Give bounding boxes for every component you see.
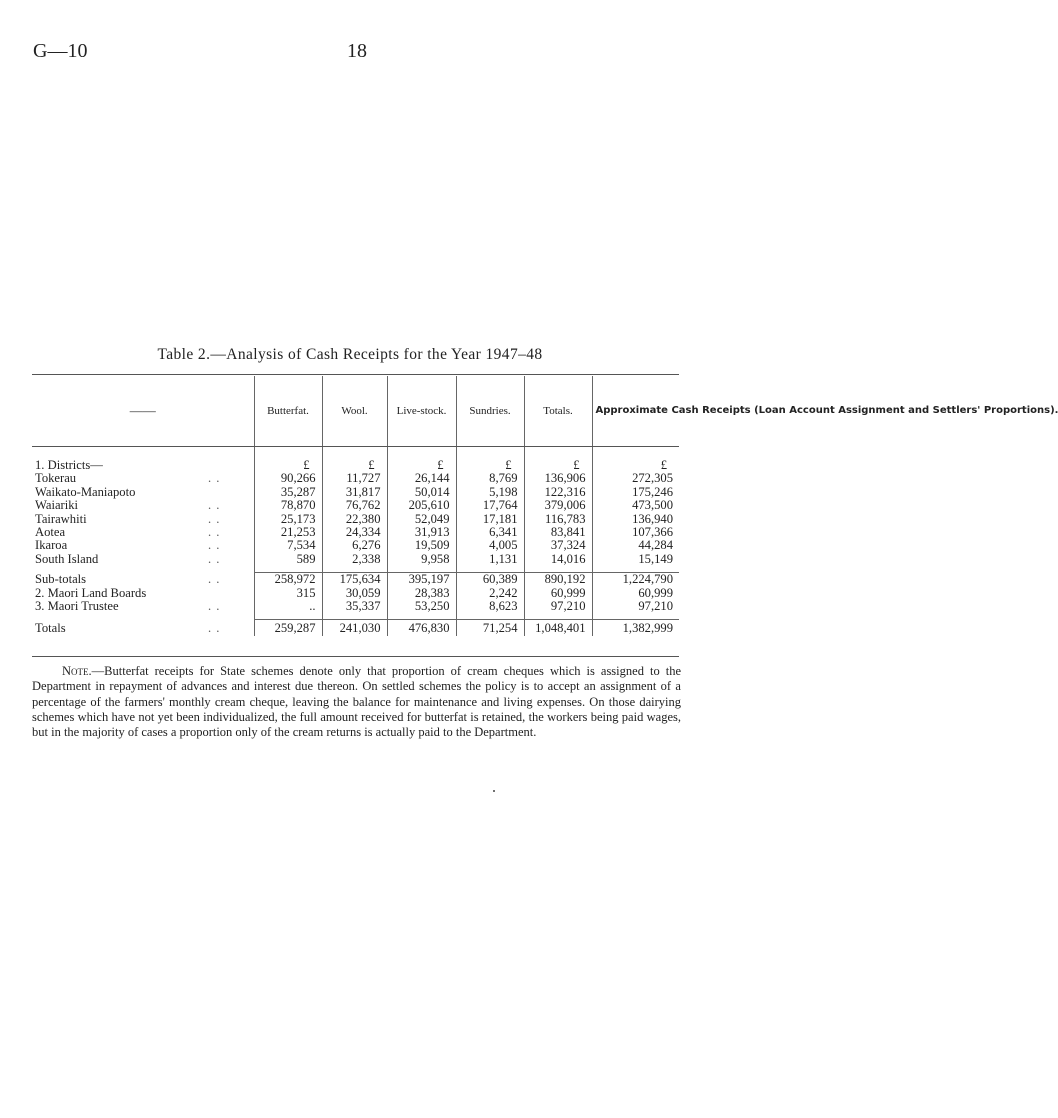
total-butterfat: 259,287 [254,620,322,637]
leader-dots: . . [208,498,221,513]
totals-row [32,620,679,637]
cell-wool: 22,380 [322,513,387,526]
currency-symbol: £ [254,459,322,472]
cell-sundries: 5,198 [456,486,524,499]
subtotal-sundries: 60,389 [456,573,524,587]
subtotals-label: Sub-totals [35,572,87,586]
totals-header: Totals. [524,376,592,447]
table-row [32,486,679,499]
table-row [32,553,679,566]
cell-wool: 6,276 [322,539,387,552]
cell-butterfat: 78,870 [254,499,322,512]
row-label: South Island [35,551,99,566]
cell-totals: 14,016 [524,553,592,566]
cell-wool: 24,334 [322,526,387,539]
header-row [32,376,679,447]
leader-dots: . . [208,620,221,635]
cell-butterfat: 25,173 [254,513,322,526]
total-sundries: 71,254 [456,620,524,637]
cell-livestock: 26,144 [387,472,456,485]
cell-totals: 122,316 [524,486,592,499]
cash-receipts-table [32,376,1058,636]
district-rows [32,472,679,566]
cell-sundries: 1,131 [456,553,524,566]
cell-sundries: 8,623 [456,600,524,613]
currency-symbol: £ [322,459,387,472]
districts-heading: 1. Districts— [35,458,103,472]
cell-sundries: 4,005 [456,539,524,552]
row-label: Tairawhiti [35,511,87,526]
currency-symbol: £ [592,459,679,472]
cell-livestock: 52,049 [387,513,456,526]
cell-totals: 37,324 [524,539,592,552]
cell-livestock: 205,610 [387,499,456,512]
row-label: Waikato-Maniapoto [35,484,136,499]
table-note [32,664,681,740]
cell-livestock: 28,383 [387,587,456,600]
row-label: Tokerau [35,471,77,486]
cell-sundries: 8,769 [456,472,524,485]
cell-butterfat: 315 [254,587,322,600]
leader-dots: . . [208,599,221,614]
cell-approx: 60,999 [592,587,679,600]
table-row [32,499,679,512]
subtotal-totals: 890,192 [524,573,592,587]
row-label: Waiariki [35,498,79,513]
currency-symbol: £ [524,459,592,472]
wool-header: Wool. [322,376,387,447]
cell-totals: 97,210 [524,600,592,613]
total-totals: 1,048,401 [524,620,592,637]
total-wool: 241,030 [322,620,387,637]
cell-totals: 136,906 [524,472,592,485]
leader-dots: . . [208,511,221,526]
cell-approx: 136,940 [592,513,679,526]
cell-livestock: 53,250 [387,600,456,613]
cell-totals: 116,783 [524,513,592,526]
table-row [32,600,679,613]
cell-sundries: 6,341 [456,526,524,539]
page-number: 18 [347,40,367,62]
table-title: Table 2.—Analysis of Cash Receipts for the Year 1947–48 [157,346,543,363]
cell-butterfat: 589 [254,553,322,566]
row-label: 3. Maori Trustee [35,599,119,614]
leader-dots: . . [208,572,221,586]
cell-butterfat: 35,287 [254,486,322,499]
currency-row [32,459,679,472]
cell-wool: 11,727 [322,472,387,485]
cell-approx: 175,246 [592,486,679,499]
cell-wool: 31,817 [322,486,387,499]
cell-totals: 379,006 [524,499,592,512]
cell-approx: 272,305 [592,472,679,485]
table-row [32,513,679,526]
approx-receipts-header: Approximate Cash Receipts (Loan Account Assignment and Settlers' Proportions). [592,376,679,447]
row-label: 2. Maori Land Boards [35,585,147,600]
total-livestock: 476,830 [387,620,456,637]
note-text: —Butterfat receipts for State schemes denote only that proportion of cream cheques which is assigned to the Department in repayment of advances and interest due thereon. On settled schemes the policy is to accept an assignment of a percentage of the farmers' monthly cream cheque, leaving the balance for maintenance and living expenses. On those dairying schemes which have not yet been individualized, the full amount received for butterfat is retained, the workers being paid wages, but in the majority of cases a proportion only of the cream returns is actually paid to the Department. [32,664,681,740]
label-header: —— [32,376,254,447]
note-lead: Note. [62,664,92,678]
cell-approx: 97,210 [592,600,679,613]
leader-dots: . . [208,525,221,540]
cell-livestock: 9,958 [387,553,456,566]
subtotals-row [32,573,679,587]
cell-butterfat: 7,534 [254,539,322,552]
total-approx: 1,382,999 [592,620,679,637]
totals-label: Totals [35,620,66,635]
cell-approx: 107,366 [592,526,679,539]
subtotal-livestock: 395,197 [387,573,456,587]
livestock-header: Live-stock. [387,376,456,447]
subtotal-butterfat: 258,972 [254,573,322,587]
leader-dots: . . [208,551,221,566]
leader-dots: . . [208,471,221,486]
document-code: G—10 [33,40,88,62]
table-row [32,587,679,600]
cell-totals: 60,999 [524,587,592,600]
cell-approx: 15,149 [592,553,679,566]
cell-wool: 35,337 [322,600,387,613]
print-speck [493,790,495,792]
cell-sundries: 17,764 [456,499,524,512]
sundries-header: Sundries. [456,376,524,447]
table-row [32,472,679,485]
row-label: Aotea [35,525,66,540]
leader-dots: . . [208,538,221,553]
cell-wool: 30,059 [322,587,387,600]
subtotal-approx: 1,224,790 [592,573,679,587]
row-label: Ikaroa [35,538,68,553]
table-bottom-rule [32,656,679,657]
cell-butterfat: 21,253 [254,526,322,539]
other-rows [32,587,679,614]
butterfat-header: Butterfat. [254,376,322,447]
table-row [32,526,679,539]
currency-symbol: £ [387,459,456,472]
cell-sundries: 2,242 [456,587,524,600]
cell-approx: 44,284 [592,539,679,552]
cell-butterfat: .. [254,600,322,613]
currency-symbol: £ [456,459,524,472]
cell-wool: 2,338 [322,553,387,566]
table-row [32,539,679,552]
cell-livestock: 50,014 [387,486,456,499]
subtotal-wool: 175,634 [322,573,387,587]
cell-totals: 83,841 [524,526,592,539]
cell-livestock: 31,913 [387,526,456,539]
cell-sundries: 17,181 [456,513,524,526]
table-top-rule [32,374,679,375]
cell-butterfat: 90,266 [254,472,322,485]
cell-livestock: 19,509 [387,539,456,552]
cell-approx: 473,500 [592,499,679,512]
cell-wool: 76,762 [322,499,387,512]
